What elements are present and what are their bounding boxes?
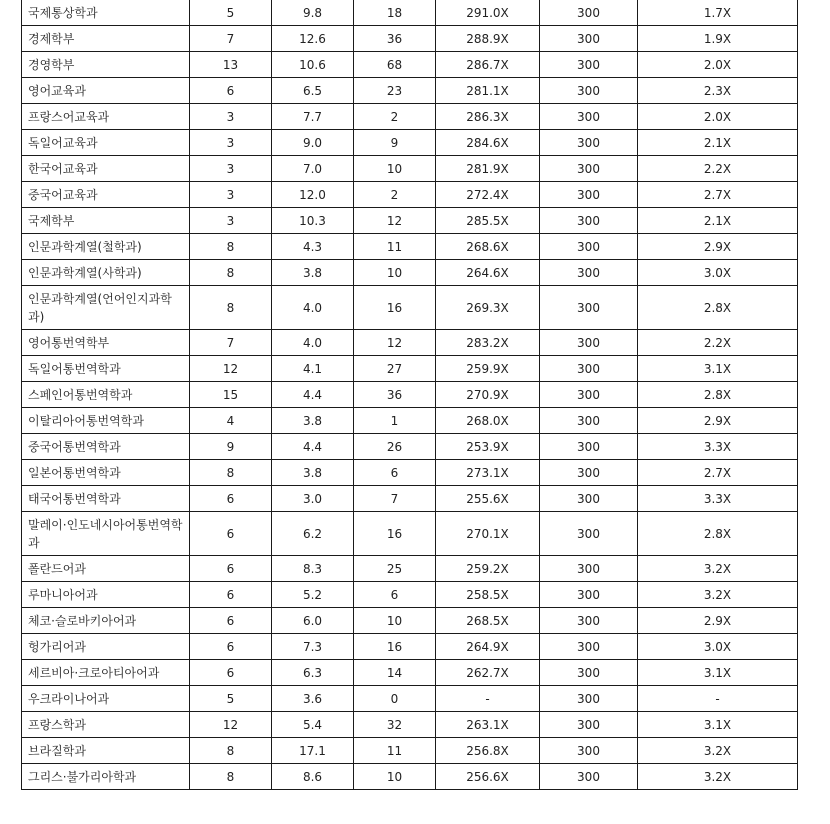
additional-pass-cell: 1 <box>354 408 436 434</box>
full-score-cell: 300 <box>540 286 638 330</box>
grade-cell: 2.0X <box>638 52 798 78</box>
quota-cell: 3 <box>190 182 272 208</box>
department-cell: 이탈리아어통번역학과 <box>22 408 190 434</box>
table-row <box>22 234 798 260</box>
additional-pass-cell: 10 <box>354 156 436 182</box>
grade-cell: 3.0X <box>638 260 798 286</box>
competition-ratio-cell: 6.2 <box>272 512 354 556</box>
quota-cell: 7 <box>190 26 272 52</box>
admissions-table <box>21 0 798 790</box>
department-cell: 국제통상학과 <box>22 0 190 26</box>
full-score-cell: 300 <box>540 608 638 634</box>
grade-cell: 3.2X <box>638 764 798 790</box>
grade-cell: - <box>638 686 798 712</box>
department-cell: 인문과학계열(언어인지과학과) <box>22 286 190 330</box>
department-cell: 프랑스학과 <box>22 712 190 738</box>
quota-cell: 6 <box>190 582 272 608</box>
department-cell: 일본어통번역학과 <box>22 460 190 486</box>
additional-pass-cell: 9 <box>354 130 436 156</box>
grade-cell: 2.8X <box>638 382 798 408</box>
department-cell: 독일어교육과 <box>22 130 190 156</box>
table-row <box>22 260 798 286</box>
grade-cell: 1.7X <box>638 0 798 26</box>
score-cell: 268.5X <box>436 608 540 634</box>
competition-ratio-cell: 8.6 <box>272 764 354 790</box>
grade-cell: 2.8X <box>638 286 798 330</box>
full-score-cell: 300 <box>540 408 638 434</box>
table-row <box>22 52 798 78</box>
additional-pass-cell: 18 <box>354 0 436 26</box>
grade-cell: 2.2X <box>638 330 798 356</box>
quota-cell: 8 <box>190 460 272 486</box>
department-cell: 우크라이나어과 <box>22 686 190 712</box>
table-row <box>22 686 798 712</box>
additional-pass-cell: 32 <box>354 712 436 738</box>
full-score-cell: 300 <box>540 434 638 460</box>
full-score-cell: 300 <box>540 460 638 486</box>
full-score-cell: 300 <box>540 764 638 790</box>
full-score-cell: 300 <box>540 78 638 104</box>
additional-pass-cell: 26 <box>354 434 436 460</box>
full-score-cell: 300 <box>540 26 638 52</box>
competition-ratio-cell: 9.0 <box>272 130 354 156</box>
score-cell: 281.9X <box>436 156 540 182</box>
grade-cell: 3.1X <box>638 356 798 382</box>
grade-cell: 3.2X <box>638 582 798 608</box>
score-cell: 285.5X <box>436 208 540 234</box>
quota-cell: 13 <box>190 52 272 78</box>
quota-cell: 7 <box>190 330 272 356</box>
competition-ratio-cell: 4.1 <box>272 356 354 382</box>
score-cell: 263.1X <box>436 712 540 738</box>
additional-pass-cell: 0 <box>354 686 436 712</box>
additional-pass-cell: 68 <box>354 52 436 78</box>
quota-cell: 3 <box>190 156 272 182</box>
table-row <box>22 556 798 582</box>
full-score-cell: 300 <box>540 486 638 512</box>
table-row <box>22 512 798 556</box>
grade-cell: 3.3X <box>638 434 798 460</box>
score-cell: 272.4X <box>436 182 540 208</box>
full-score-cell: 300 <box>540 556 638 582</box>
department-cell: 중국어통번역학과 <box>22 434 190 460</box>
grade-cell: 3.0X <box>638 634 798 660</box>
grade-cell: 3.2X <box>638 556 798 582</box>
full-score-cell: 300 <box>540 356 638 382</box>
quota-cell: 15 <box>190 382 272 408</box>
quota-cell: 8 <box>190 286 272 330</box>
full-score-cell: 300 <box>540 660 638 686</box>
competition-ratio-cell: 7.7 <box>272 104 354 130</box>
table-row <box>22 434 798 460</box>
score-cell: 286.7X <box>436 52 540 78</box>
competition-ratio-cell: 7.0 <box>272 156 354 182</box>
additional-pass-cell: 10 <box>354 608 436 634</box>
department-cell: 말레이·인도네시아어통번역학과 <box>22 512 190 556</box>
full-score-cell: 300 <box>540 104 638 130</box>
competition-ratio-cell: 4.4 <box>272 382 354 408</box>
additional-pass-cell: 25 <box>354 556 436 582</box>
table-row <box>22 634 798 660</box>
department-cell: 인문과학계열(사학과) <box>22 260 190 286</box>
score-cell: 288.9X <box>436 26 540 52</box>
table-row <box>22 660 798 686</box>
grade-cell: 2.0X <box>638 104 798 130</box>
department-cell: 경영학부 <box>22 52 190 78</box>
grade-cell: 2.8X <box>638 512 798 556</box>
quota-cell: 4 <box>190 408 272 434</box>
full-score-cell: 300 <box>540 582 638 608</box>
quota-cell: 8 <box>190 738 272 764</box>
quota-cell: 6 <box>190 608 272 634</box>
score-cell: 259.9X <box>436 356 540 382</box>
competition-ratio-cell: 3.8 <box>272 460 354 486</box>
quota-cell: 6 <box>190 486 272 512</box>
quota-cell: 8 <box>190 234 272 260</box>
additional-pass-cell: 2 <box>354 104 436 130</box>
competition-ratio-cell: 8.3 <box>272 556 354 582</box>
score-cell: - <box>436 686 540 712</box>
additional-pass-cell: 16 <box>354 512 436 556</box>
additional-pass-cell: 23 <box>354 78 436 104</box>
table-row <box>22 208 798 234</box>
score-cell: 264.6X <box>436 260 540 286</box>
competition-ratio-cell: 6.0 <box>272 608 354 634</box>
table-row <box>22 286 798 330</box>
department-cell: 헝가리어과 <box>22 634 190 660</box>
full-score-cell: 300 <box>540 686 638 712</box>
score-cell: 259.2X <box>436 556 540 582</box>
table-row <box>22 130 798 156</box>
full-score-cell: 300 <box>540 330 638 356</box>
department-cell: 인문과학계열(철학과) <box>22 234 190 260</box>
table-row <box>22 0 798 26</box>
score-cell: 281.1X <box>436 78 540 104</box>
additional-pass-cell: 6 <box>354 460 436 486</box>
quota-cell: 6 <box>190 660 272 686</box>
competition-ratio-cell: 17.1 <box>272 738 354 764</box>
additional-pass-cell: 16 <box>354 634 436 660</box>
grade-cell: 3.3X <box>638 486 798 512</box>
competition-ratio-cell: 3.0 <box>272 486 354 512</box>
table-row <box>22 104 798 130</box>
department-cell: 그리스·불가리아학과 <box>22 764 190 790</box>
grade-cell: 3.1X <box>638 660 798 686</box>
grade-cell: 1.9X <box>638 26 798 52</box>
department-cell: 독일어통번역학과 <box>22 356 190 382</box>
competition-ratio-cell: 5.4 <box>272 712 354 738</box>
score-cell: 258.5X <box>436 582 540 608</box>
additional-pass-cell: 36 <box>354 382 436 408</box>
additional-pass-cell: 10 <box>354 260 436 286</box>
table-row <box>22 738 798 764</box>
quota-cell: 5 <box>190 0 272 26</box>
competition-ratio-cell: 5.2 <box>272 582 354 608</box>
score-cell: 273.1X <box>436 460 540 486</box>
full-score-cell: 300 <box>540 234 638 260</box>
competition-ratio-cell: 6.5 <box>272 78 354 104</box>
table-row <box>22 712 798 738</box>
department-cell: 경제학부 <box>22 26 190 52</box>
additional-pass-cell: 12 <box>354 330 436 356</box>
department-cell: 브라질학과 <box>22 738 190 764</box>
competition-ratio-cell: 4.4 <box>272 434 354 460</box>
department-cell: 체코·슬로바키아어과 <box>22 608 190 634</box>
full-score-cell: 300 <box>540 0 638 26</box>
table-row <box>22 608 798 634</box>
quota-cell: 3 <box>190 208 272 234</box>
score-cell: 268.6X <box>436 234 540 260</box>
competition-ratio-cell: 4.0 <box>272 286 354 330</box>
department-cell: 중국어교육과 <box>22 182 190 208</box>
score-cell: 284.6X <box>436 130 540 156</box>
score-cell: 256.6X <box>436 764 540 790</box>
department-cell: 영어통번역학부 <box>22 330 190 356</box>
competition-ratio-cell: 9.8 <box>272 0 354 26</box>
competition-ratio-cell: 3.8 <box>272 408 354 434</box>
additional-pass-cell: 14 <box>354 660 436 686</box>
grade-cell: 2.1X <box>638 208 798 234</box>
department-cell: 국제학부 <box>22 208 190 234</box>
quota-cell: 6 <box>190 78 272 104</box>
competition-ratio-cell: 4.3 <box>272 234 354 260</box>
department-cell: 폴란드어과 <box>22 556 190 582</box>
table-row <box>22 26 798 52</box>
competition-ratio-cell: 10.6 <box>272 52 354 78</box>
additional-pass-cell: 11 <box>354 738 436 764</box>
full-score-cell: 300 <box>540 260 638 286</box>
quota-cell: 12 <box>190 356 272 382</box>
department-cell: 프랑스어교육과 <box>22 104 190 130</box>
score-cell: 268.0X <box>436 408 540 434</box>
quota-cell: 5 <box>190 686 272 712</box>
table-row <box>22 182 798 208</box>
table-row <box>22 156 798 182</box>
competition-ratio-cell: 10.3 <box>272 208 354 234</box>
table-row <box>22 582 798 608</box>
full-score-cell: 300 <box>540 512 638 556</box>
additional-pass-cell: 7 <box>354 486 436 512</box>
additional-pass-cell: 10 <box>354 764 436 790</box>
department-cell: 스페인어통번역학과 <box>22 382 190 408</box>
department-cell: 한국어교육과 <box>22 156 190 182</box>
quota-cell: 6 <box>190 634 272 660</box>
score-cell: 270.1X <box>436 512 540 556</box>
grade-cell: 2.9X <box>638 408 798 434</box>
full-score-cell: 300 <box>540 738 638 764</box>
additional-pass-cell: 27 <box>354 356 436 382</box>
department-cell: 태국어통번역학과 <box>22 486 190 512</box>
additional-pass-cell: 2 <box>354 182 436 208</box>
additional-pass-cell: 36 <box>354 26 436 52</box>
score-cell: 291.0X <box>436 0 540 26</box>
quota-cell: 3 <box>190 104 272 130</box>
additional-pass-cell: 16 <box>354 286 436 330</box>
score-cell: 269.3X <box>436 286 540 330</box>
full-score-cell: 300 <box>540 712 638 738</box>
table-row <box>22 486 798 512</box>
score-cell: 253.9X <box>436 434 540 460</box>
table-row <box>22 356 798 382</box>
quota-cell: 9 <box>190 434 272 460</box>
full-score-cell: 300 <box>540 208 638 234</box>
score-cell: 286.3X <box>436 104 540 130</box>
table-row <box>22 460 798 486</box>
score-cell: 255.6X <box>436 486 540 512</box>
competition-ratio-cell: 12.6 <box>272 26 354 52</box>
table-row <box>22 764 798 790</box>
quota-cell: 8 <box>190 764 272 790</box>
additional-pass-cell: 6 <box>354 582 436 608</box>
full-score-cell: 300 <box>540 52 638 78</box>
full-score-cell: 300 <box>540 130 638 156</box>
score-cell: 256.8X <box>436 738 540 764</box>
grade-cell: 3.2X <box>638 738 798 764</box>
full-score-cell: 300 <box>540 182 638 208</box>
table-row <box>22 330 798 356</box>
quota-cell: 3 <box>190 130 272 156</box>
grade-cell: 2.9X <box>638 608 798 634</box>
table-row <box>22 408 798 434</box>
grade-cell: 2.1X <box>638 130 798 156</box>
competition-ratio-cell: 6.3 <box>272 660 354 686</box>
grade-cell: 2.3X <box>638 78 798 104</box>
department-cell: 영어교육과 <box>22 78 190 104</box>
grade-cell: 2.7X <box>638 460 798 486</box>
department-cell: 루마니아어과 <box>22 582 190 608</box>
score-cell: 262.7X <box>436 660 540 686</box>
additional-pass-cell: 12 <box>354 208 436 234</box>
quota-cell: 12 <box>190 712 272 738</box>
competition-ratio-cell: 3.6 <box>272 686 354 712</box>
grade-cell: 2.2X <box>638 156 798 182</box>
full-score-cell: 300 <box>540 382 638 408</box>
table-row <box>22 78 798 104</box>
table-body <box>22 0 798 790</box>
competition-ratio-cell: 4.0 <box>272 330 354 356</box>
additional-pass-cell: 11 <box>354 234 436 260</box>
score-cell: 270.9X <box>436 382 540 408</box>
grade-cell: 2.9X <box>638 234 798 260</box>
grade-cell: 3.1X <box>638 712 798 738</box>
quota-cell: 8 <box>190 260 272 286</box>
competition-ratio-cell: 7.3 <box>272 634 354 660</box>
quota-cell: 6 <box>190 512 272 556</box>
full-score-cell: 300 <box>540 156 638 182</box>
competition-ratio-cell: 3.8 <box>272 260 354 286</box>
department-cell: 세르비아·크로아티아어과 <box>22 660 190 686</box>
full-score-cell: 300 <box>540 634 638 660</box>
competition-ratio-cell: 12.0 <box>272 182 354 208</box>
quota-cell: 6 <box>190 556 272 582</box>
table-row <box>22 382 798 408</box>
score-cell: 283.2X <box>436 330 540 356</box>
score-cell: 264.9X <box>436 634 540 660</box>
grade-cell: 2.7X <box>638 182 798 208</box>
